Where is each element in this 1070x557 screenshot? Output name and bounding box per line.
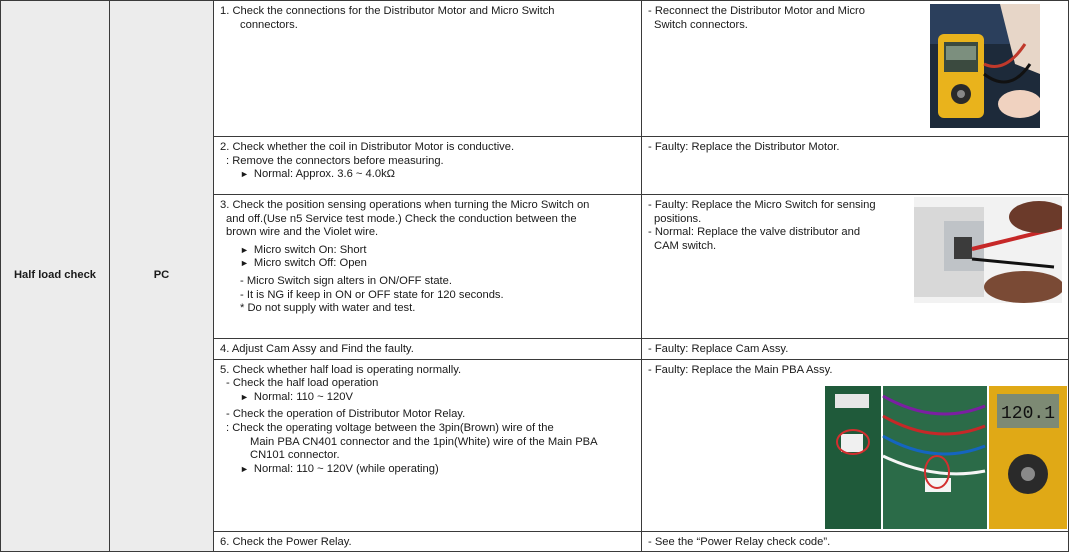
- arrow-bullet-icon: ►: [240, 169, 249, 180]
- check-step-6: 6. Check the Power Relay.: [214, 531, 642, 552]
- action-step-1: - Reconnect the Distributor Motor and Micro Switch connectors.: [642, 1, 1069, 137]
- check-step-1: 1. Check the connections for the Distributor Motor and Micro Switch connectors.: [214, 1, 642, 137]
- check-step-3: 3. Check the position sensing operations when turning the Micro Switch on and off.(Use n5 Service test mode.) Check the conduction between the brown wire and the Violet wire. ► Micro switch On: Short ► Micro switch Off: Open - Micro Switch sign alters in ON/OFF state. - It is NG if keep in ON or OFF state for 120 seconds. * Do not supply with water and test.: [214, 195, 642, 339]
- cause-cell: PC: [110, 1, 214, 552]
- check-step-2: 2. Check whether the coil in Distributor Motor is conductive. : Remove the connectors before measuring. ► Normal: Approx. 3.6 ~ 4.0kΩ: [214, 137, 642, 195]
- micro-switch-probe-photo: [914, 197, 1062, 303]
- multimeter-measurement-photo: [930, 4, 1040, 128]
- arrow-bullet-icon: ►: [240, 391, 249, 402]
- table-row: [1, 1, 1069, 137]
- arrow-bullet-icon: ►: [240, 244, 249, 255]
- action-step-3: - Faulty: Replace the Micro Switch for sensing positions. - Normal: Replace the valve distributor and CAM switch.: [642, 195, 1069, 339]
- check-step-5: 5. Check whether half load is operating normally. - Check the half load operation ► Normal: 110 ~ 120V - Check the operation of Distributor Motor Relay. : Check the operating voltage between the 3pin(Brown) wire of the Main PBA CN401 connector and the 1pin(White) wire of the Main PBA CN101 connector. ► Normal: 110 ~ 120V (while operating): [214, 359, 642, 531]
- main-pba-voltage-photo: [825, 386, 1067, 529]
- action-step-2: - Faulty: Replace the Distributor Motor.: [642, 137, 1069, 195]
- arrow-bullet-icon: ►: [240, 463, 249, 474]
- symptom-cell: Half load check: [1, 1, 110, 552]
- meter-reading: 120.1: [1000, 403, 1056, 424]
- check-step-4: 4. Adjust Cam Assy and Find the faulty.: [214, 339, 642, 360]
- action-step-4: - Faulty: Replace Cam Assy.: [642, 339, 1069, 360]
- arrow-bullet-icon: ►: [240, 258, 249, 269]
- action-step-5: - Faulty: Replace the Main PBA Assy. 120.1: [642, 359, 1069, 531]
- action-step-6: - See the “Power Relay check code”.: [642, 531, 1069, 552]
